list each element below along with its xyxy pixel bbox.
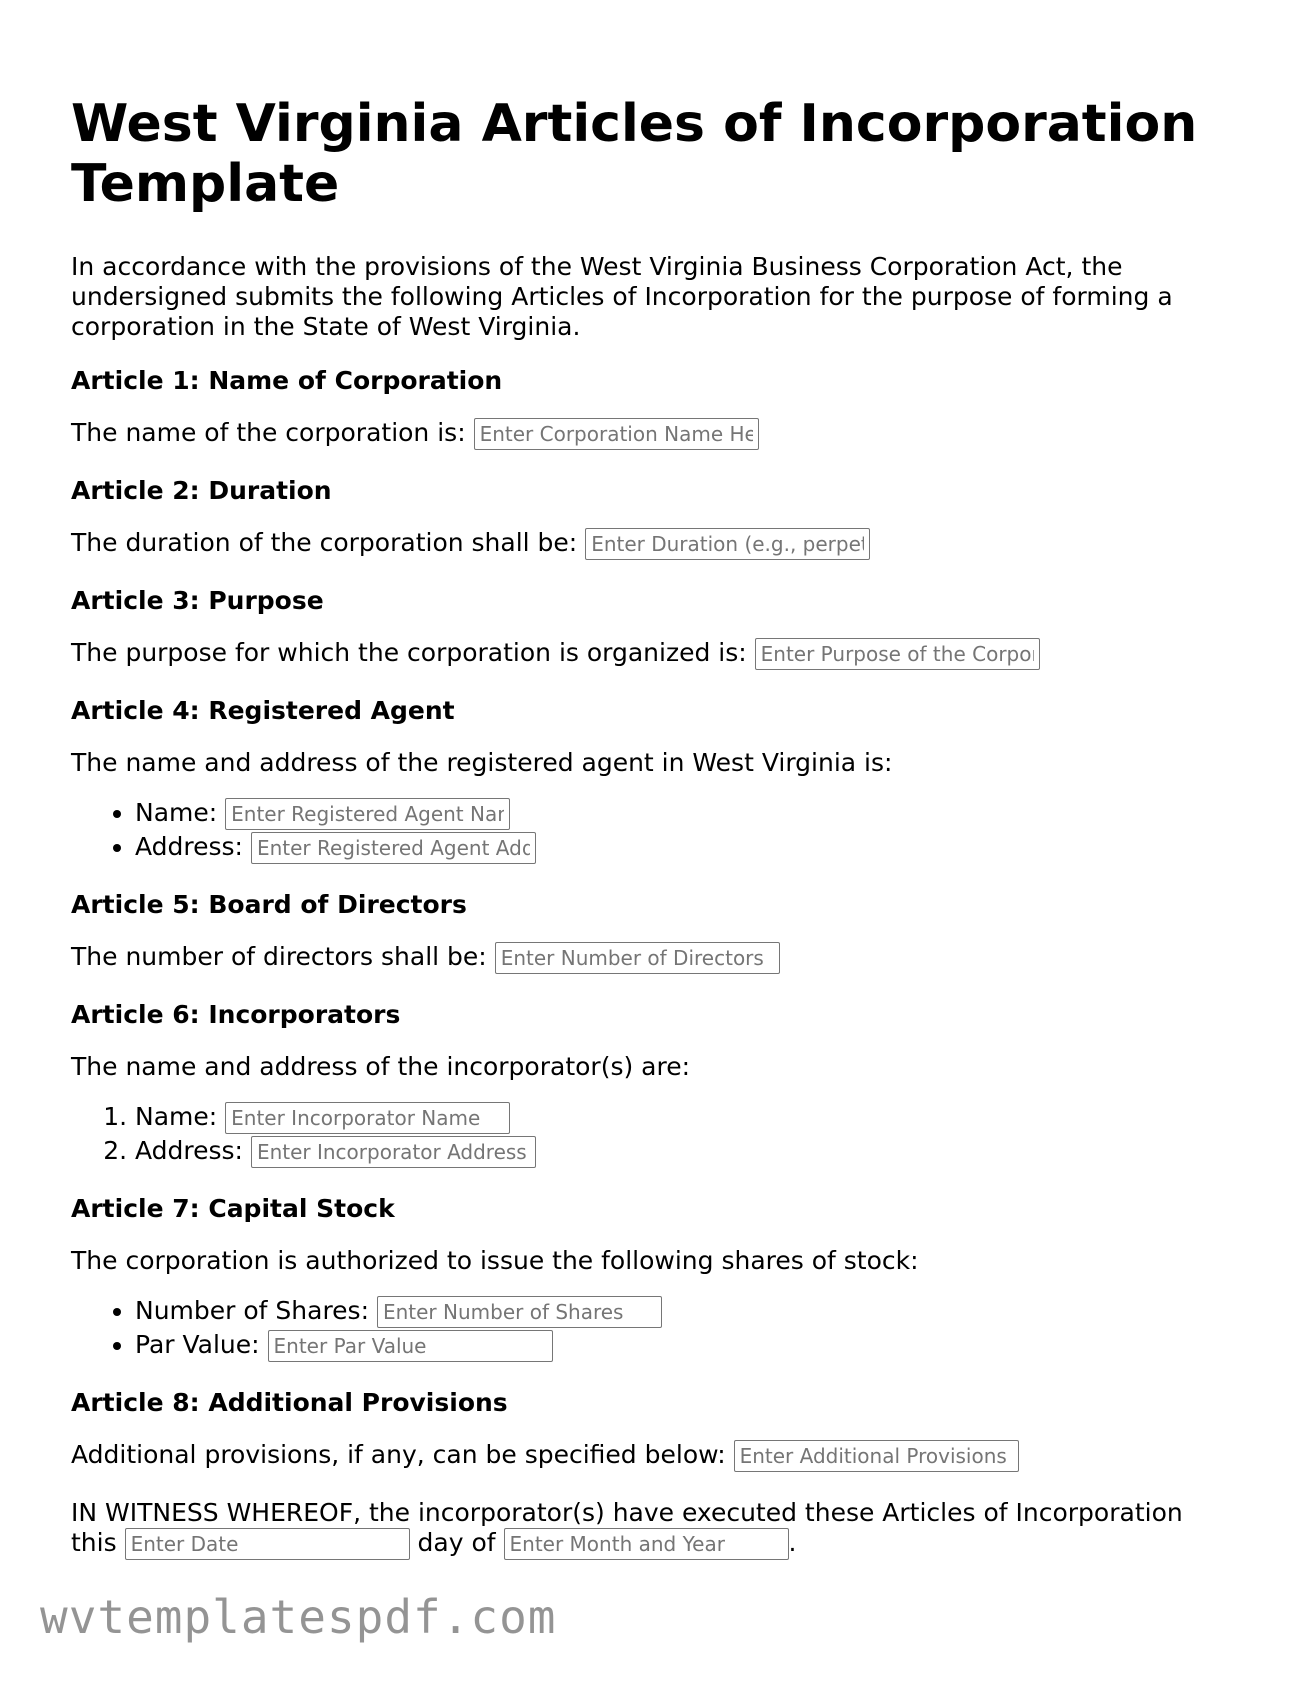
witness-text-end: . — [788, 1528, 797, 1557]
witness-text-before: IN WITNESS WHEREOF, the incorporator(s) have executed these Articles of Incorporation this — [71, 1498, 1183, 1557]
incorporator-name-input[interactable] — [225, 1102, 510, 1134]
article-1-heading: Article 1: Name of Corporation — [71, 366, 503, 395]
article-6-heading: Article 6: Incorporators — [71, 1000, 401, 1029]
number-of-shares-input[interactable] — [377, 1296, 662, 1328]
duration-input[interactable] — [585, 528, 870, 560]
intro-paragraph: In accordance with the provisions of the West Virginia Business Corporation Act, the undersigned submits the following Articles of Incorporation for the purpose of forming a corporation in the State of West Virginia. — [71, 252, 1173, 341]
incorporator-address-label: Address: — [135, 1136, 243, 1165]
article-5-text: The number of directors shall be: — [71, 942, 487, 971]
witness-text-middle: day of — [417, 1528, 496, 1557]
incorporator-name-label: Name: — [135, 1102, 218, 1131]
article-3-line — [71, 638, 1231, 670]
list-item — [135, 1134, 1231, 1168]
date-input[interactable] — [125, 1528, 410, 1560]
registered-agent-address-input[interactable] — [251, 832, 536, 864]
article-2-text: The duration of the corporation shall be: — [71, 528, 578, 557]
article-5-line — [71, 942, 1231, 974]
par-value-label: Par Value: — [135, 1330, 260, 1359]
article-3-heading: Article 3: Purpose — [71, 586, 324, 615]
article-1-line — [71, 418, 1231, 450]
capital-stock-list — [71, 1294, 1231, 1362]
corporation-name-input[interactable] — [474, 418, 759, 450]
agent-name-label: Name: — [135, 798, 218, 827]
incorporators-list — [71, 1100, 1231, 1168]
article-7-heading: Article 7: Capital Stock — [71, 1194, 395, 1223]
list-item — [135, 1100, 1231, 1134]
article-4-text: The name and address of the registered agent in West Virginia is: — [71, 748, 893, 777]
par-value-input[interactable] — [268, 1330, 553, 1362]
article-3-text: The purpose for which the corporation is organized is: — [71, 638, 747, 667]
purpose-input[interactable] — [755, 638, 1040, 670]
list-item — [135, 796, 1231, 830]
article-6-text: The name and address of the incorporator(s) are: — [71, 1052, 691, 1081]
page-title: West Virginia Articles of Incorporation Template — [71, 94, 1198, 214]
article-2-heading: Article 2: Duration — [71, 476, 332, 505]
registered-agent-list — [71, 796, 1231, 864]
registered-agent-name-input[interactable] — [225, 798, 510, 830]
article-1-text: The name of the corporation is: — [71, 418, 466, 447]
article-5-heading: Article 5: Board of Directors — [71, 890, 467, 919]
additional-provisions-input[interactable] — [734, 1440, 1019, 1472]
incorporator-address-input[interactable] — [251, 1136, 536, 1168]
article-8-heading: Article 8: Additional Provisions — [71, 1388, 508, 1417]
list-item — [135, 830, 1231, 864]
number-of-directors-input[interactable] — [495, 942, 780, 974]
article-8-line — [71, 1440, 1231, 1472]
agent-address-label: Address: — [135, 832, 243, 861]
article-8-text: Additional provisions, if any, can be specified below: — [71, 1440, 726, 1469]
document-page — [71, 80, 1231, 1560]
watermark: wvtemplatespdf.com — [40, 1590, 557, 1644]
month-year-input[interactable] — [504, 1528, 789, 1560]
shares-label: Number of Shares: — [135, 1296, 370, 1325]
article-2-line — [71, 528, 1231, 560]
list-item — [135, 1294, 1231, 1328]
article-7-text: The corporation is authorized to issue the following shares of stock: — [71, 1246, 919, 1275]
witness-paragraph — [71, 1498, 1231, 1560]
article-4-heading: Article 4: Registered Agent — [71, 696, 455, 725]
list-item — [135, 1328, 1231, 1362]
